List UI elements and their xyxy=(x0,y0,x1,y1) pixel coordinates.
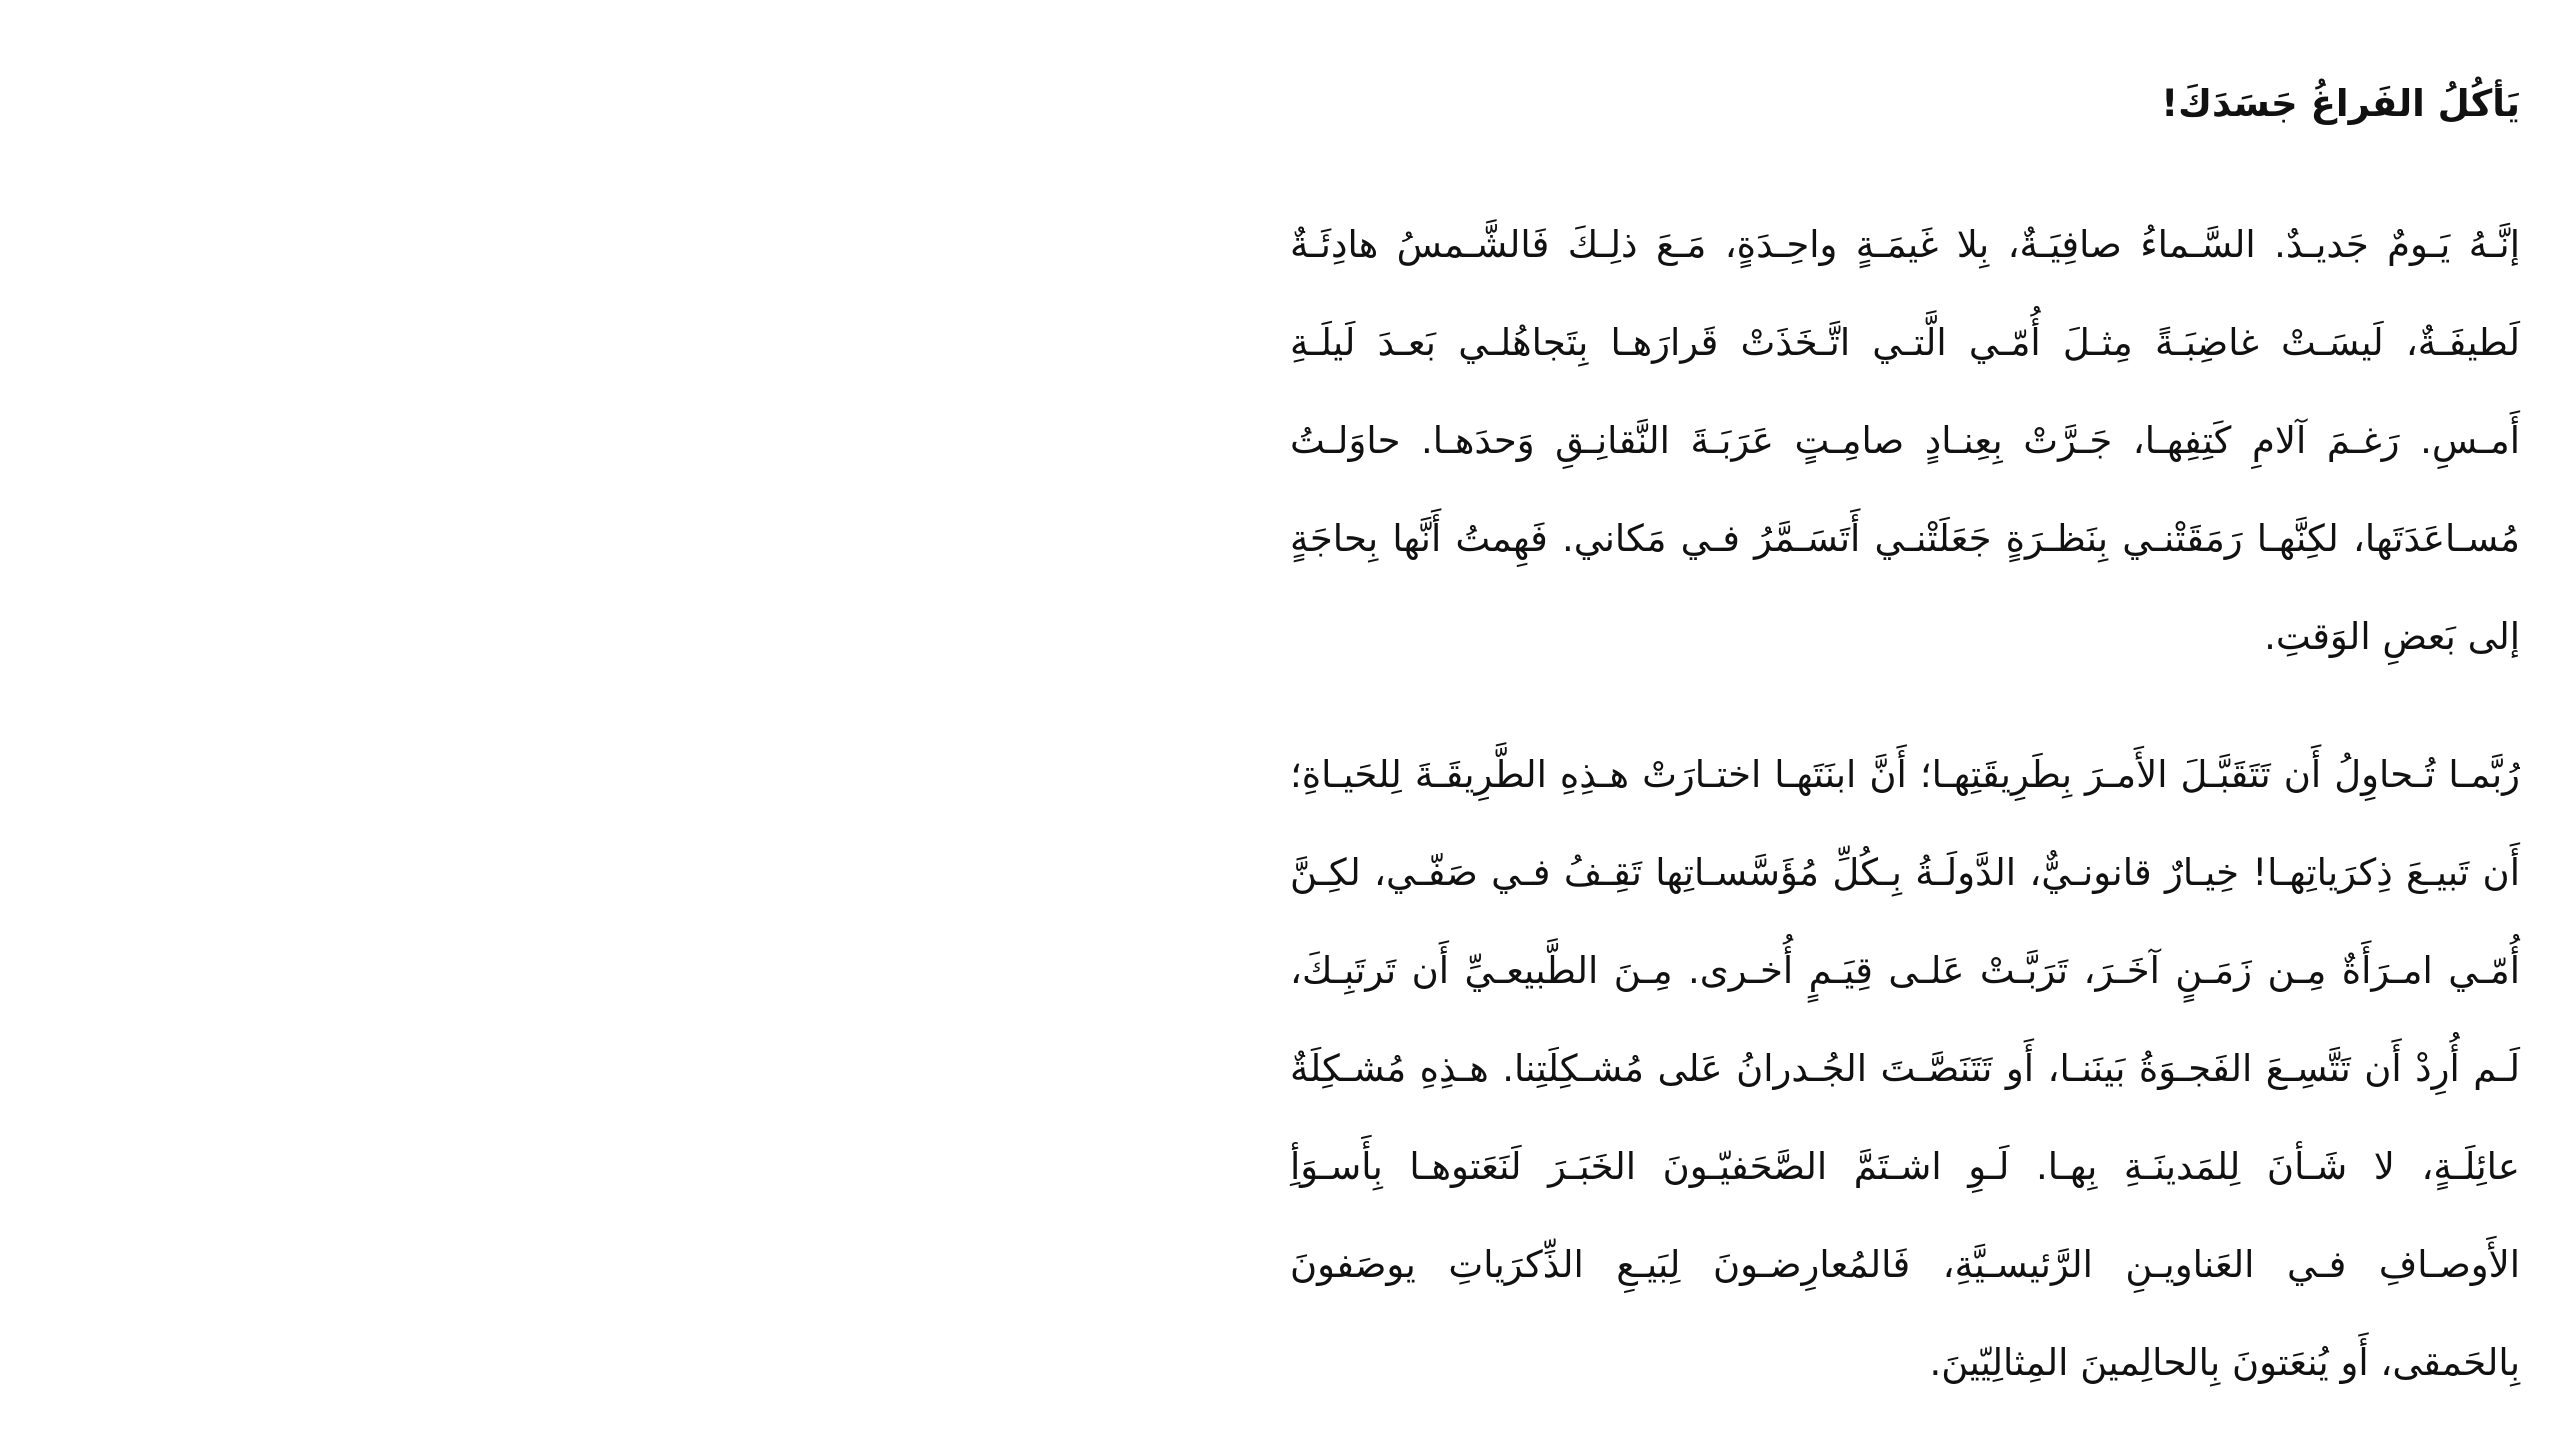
paragraph-1: إنَّـهُ يَـومٌ جَديـدٌ. السَّـماءُ صافِيَـةٌ، بِلا غَيمَـةٍ واحِـدَةٍ، مَـعَ ذلِـكَ فَالشَّـمسُ هادِئَـةٌ لَطيفَـةٌ، لَيسَـتْ غاضِبَـةً مِثـلَ أُمّـي الَّتـي اتَّـخَذَتْ قَرارَهـا بِتَجاهُلـي بَعـدَ لَيلَـةِ أَمـسِ. رَغـمَ آلامِ كَتِفِهـا، جَـرَّتْ بِعِنـادٍ صامِـتٍ عَرَبَـةَ النَّقانِـقِ وَحدَهـا. حاوَلـتُ مُسـاعَدَتَها، لكِنَّهـا رَمَقَتْنـي بِنَظـرَةٍ جَعَلَتْنـي أَتَسَـمَّرُ فـي مَكاني. فَهِمتُ أَنَّها بِحاجَةٍ إلى بَعضِ الوَقتِ. xyxy=(1290,222,2520,658)
paragraph-2: رُبَّمـا تُـحاوِلُ أَن تَتَقَبَّـلَ الأَمـرَ بِطَرِيقَتِهـا؛ أَنَّ ابنَتَهـا اختـارَتْ هـذِهِ الطَّرِيقَـةَ لِلحَيـاةِ؛ أَن تَبيـعَ ذِكرَياتِهـا! خِيـارٌ قانونـيٌّ، الدَّولَـةُ بِـكُلِّ مُؤَسَّسـاتِها تَقِـفُ فـي صَفّـي، لكِـنَّ أُمّـي امـرَأَةٌ مِـن زَمَـنٍ آخَـرَ، تَرَبَّـتْ عَلـى قِيَـمٍ أُخـرى. مِـنَ الطَّبيعـيِّ أَن تَرتَبِـكَ، لَـم أُرِدْ أَن تَتَّسِـعَ الفَجـوَةُ بَينَنـا، أَو تَتَنَصَّـتَ الجُـدرانُ عَلى مُشـكِلَتِنا. هـذِهِ مُشـكِلَةٌ عائِلَـةٍ، لا شَـأنَ لِلمَدينَـةِ بِهـا. لَـوِ اشـتَمَّ الصَّحَفيّـونَ الخَبَـرَ لَنَعَتوهـا بِأَسـوَأِ الأَوصـافِ فـي العَناويـنِ الرَّئيسـيَّةِ، فَالمُعارِضـونَ لِبَيـعِ الذِّكرَياتِ يوصَفونَ بِالحَمقى، أَو يُنعَتونَ بِالحالِمينَ المِثالِيّينَ. xyxy=(1290,752,2520,1384)
article-body xyxy=(1290,76,2520,1412)
article-title: يَأكُلُ الفَراغُ جَسَدَكَ! xyxy=(2161,82,2520,125)
